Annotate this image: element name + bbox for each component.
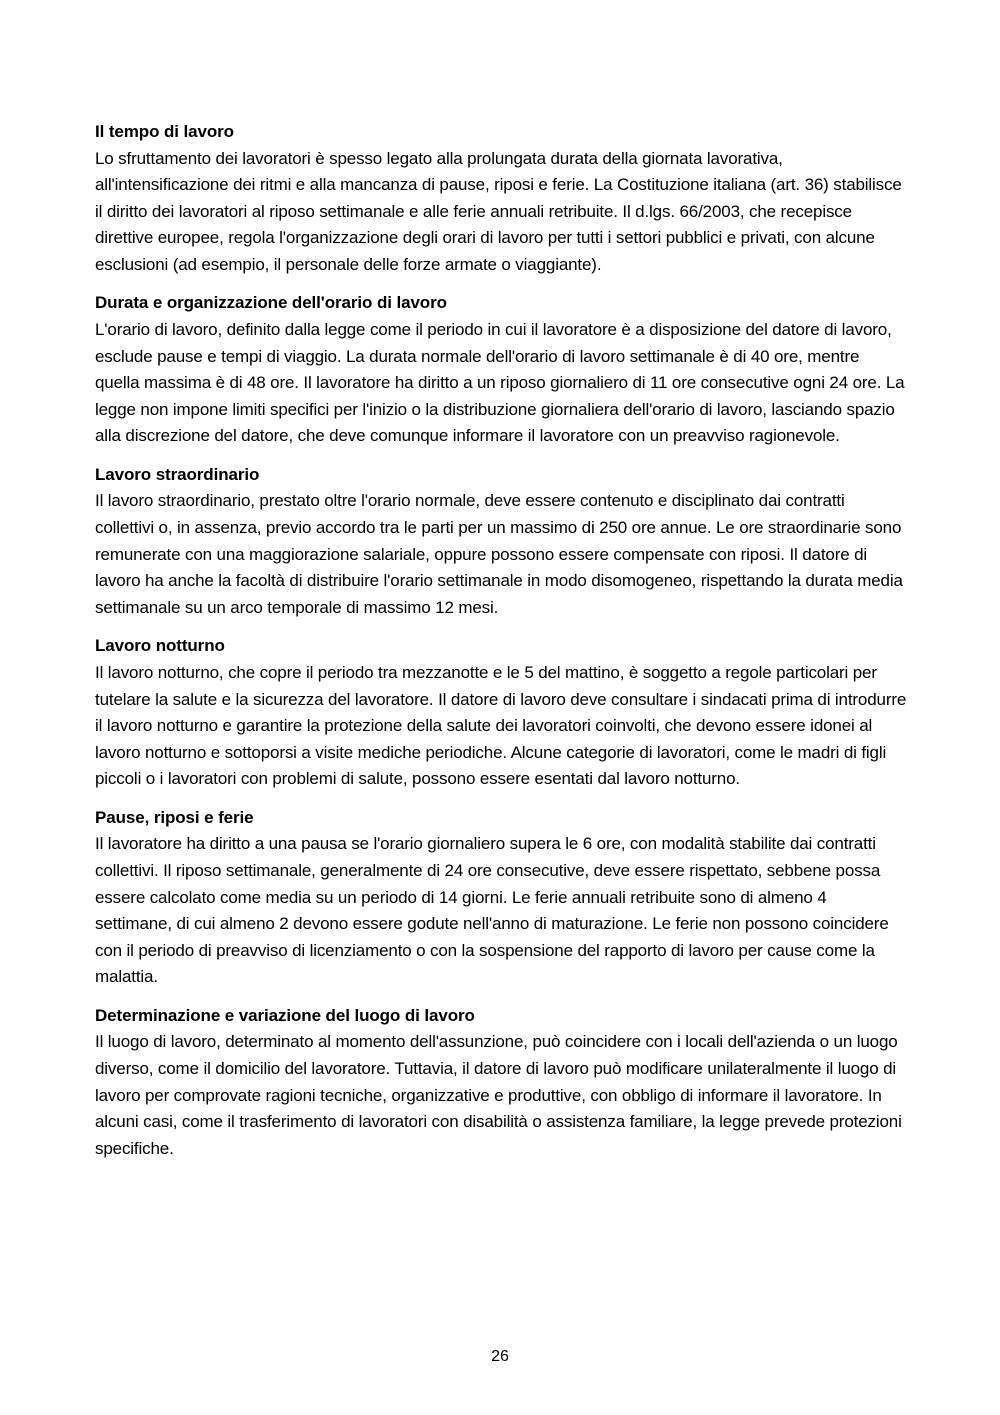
page-number: 26 <box>491 1348 509 1365</box>
section-pause-riposi-ferie <box>95 805 907 991</box>
section-luogo-di-lavoro <box>95 1003 907 1162</box>
page-content <box>95 119 907 1174</box>
section-heading: Durata e organizzazione dell'orario di lavoro <box>95 293 447 313</box>
section-lavoro-straordinario <box>95 462 907 621</box>
section-heading: Lavoro notturno <box>95 636 225 656</box>
section-heading: Il tempo di lavoro <box>95 122 234 141</box>
section-lavoro-notturno <box>95 633 907 792</box>
section-paragraph: Il lavoratore ha diritto a una pausa se l'orario giornaliero supera le 6 ore, con modalità stabilite dai contratti collettivi. Il riposo settimanale, generalmente di 24 ore consecutive, deve essere rispettato, sebbene possa essere calcolato come media su un periodo di 14 giorni. Le ferie annuali retribuite sono di almeno 4 settimane, di cui almeno 2 devono essere godute nell'anno di maturazione. Le ferie non possono coincidere con il periodo di preavviso di licenziamento o con la sospensione del rapporto di lavoro per cause come la malattia. <box>95 834 889 987</box>
section-paragraph: Il luogo di lavoro, determinato al momento dell'assunzione, può coincidere con i locali dell'azienda o un luogo diverso, come il domicilio del lavoratore. Tuttavia, il datore di lavoro può modificare unilateralmente il luogo di lavoro per comprovate ragioni tecniche, organizzative e produttive, con obbligo di informare il lavoratore. In alcuni casi, come il trasferimento di lavoratori con disabilità o assistenza familiare, la legge prevede protezioni specifiche. <box>95 1032 902 1158</box>
section-heading: Pause, riposi e ferie <box>95 807 254 827</box>
section-durata-orario <box>95 290 907 449</box>
section-heading: Lavoro straordinario <box>95 464 260 484</box>
section-paragraph: Lo sfruttamento dei lavoratori è spesso legato alla prolungata durata della giornata lavorativa, all'intensificazione dei ritmi e alla mancanza di pause, riposi e ferie. La Costituzione italiana (art. 36) stabilisce il diritto dei lavoratori al riposo settimanale e alle ferie annuali retribuite. Il d.lgs. 66/2003, che recepisce direttive europee, regola l'organizzazione degli orari di lavoro per tutti i settori pubblici e privati, con alcune esclusioni (ad esempio, il personale delle forze armate o viaggiante). <box>95 148 902 274</box>
section-tempo-di-lavoro <box>95 119 907 278</box>
section-paragraph: Il lavoro notturno, che copre il periodo tra mezzanotte e le 5 del mattino, è soggetto a regole particolari per tutelare la salute e la sicurezza del lavoratore. Il datore di lavoro deve consultare i sindacati prima di introdurre il lavoro notturno e garantire la protezione della salute dei lavoratori coinvolti, che devono essere idonei al lavoro notturno e sottoporsi a visite mediche periodiche. Alcune categorie di lavoratori, come le madri di figli piccoli o i lavoratori con problemi di salute, possono essere esentati dal lavoro notturno. <box>95 662 907 789</box>
section-paragraph: L'orario di lavoro, definito dalla legge come il periodo in cui il lavoratore è a disposizione del datore di lavoro, esclude pause e tempi di viaggio. La durata normale dell'orario di lavoro settimanale è di 40 ore, mentre quella massima è di 48 ore. Il lavoratore ha diritto a un riposo giornaliero di 11 ore consecutive ogni 24 ore. La legge non impone limiti specifici per l'inizio o la distribuzione giornaliera dell'orario di lavoro, lasciando spazio alla discrezione del datore, che deve comunque informare il lavoratore con un preavviso ragionevole. <box>95 319 905 446</box>
section-heading: Determinazione e variazione del luogo di lavoro <box>95 1005 475 1025</box>
section-paragraph: Il lavoro straordinario, prestato oltre l'orario normale, deve essere contenuto e disciplinato dai contratti collettivi o, in assenza, previo accordo tra le parti per un massimo di 250 ore annue. Le ore straordinarie sono remunerate con una maggiorazione salariale, oppure possono essere compensate con riposi. Il datore di lavoro ha anche la facoltà di distribuire l'orario settimanale in modo disomogeneo, rispettando la durata media settimanale su un arco temporale di massimo 12 mesi. <box>95 491 903 617</box>
